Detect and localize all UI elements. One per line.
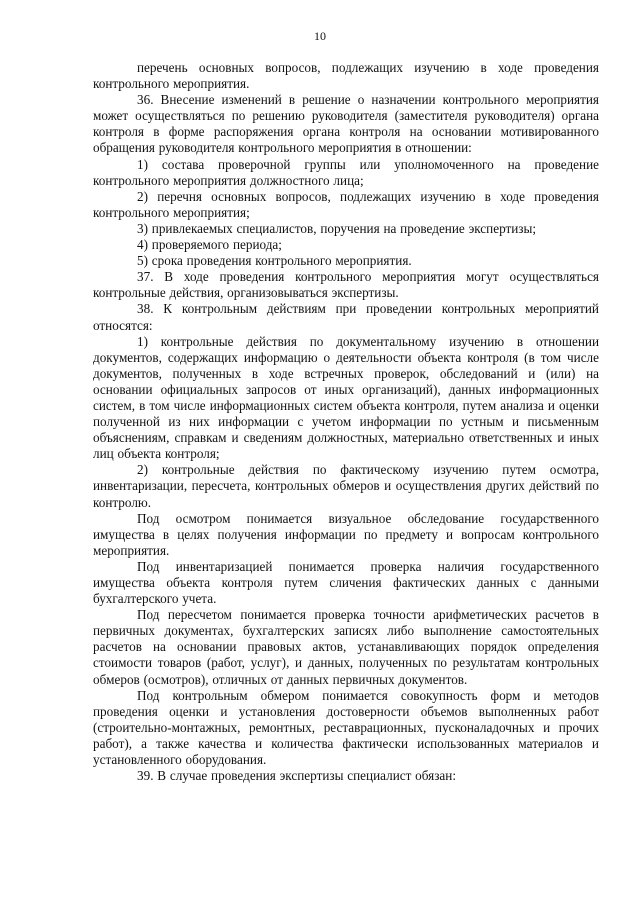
page-number: 10: [314, 29, 326, 43]
paragraph: 1) состава проверочной группы или уполномоченного на проведение контрольного мероприятия должностного лица;: [93, 156, 599, 188]
paragraph: 2) контрольные действия по фактическому изучению путем осмотра, инвентаризации, пересчета, контрольных обмеров и осуществления других действий по контролю.: [93, 462, 599, 510]
paragraph: 36. Внесение изменений в решение о назначении контрольного мероприятия может осуществляться по решению руководителя (заместителя руководителя) органа контроля в форме распоряжения органа контроля на основании мотивированного обращения руководителя контрольного мероприятия в отношении:: [93, 92, 599, 156]
paragraph: 38. К контрольным действиям при проведении контрольных мероприятий относятся:: [93, 301, 599, 333]
paragraph: 39. В случае проведения экспертизы специалист обязан:: [137, 768, 456, 784]
paragraph: Под контрольным обмером понимается совокупность форм и методов проведения оценки и установления достоверности объемов выполненных работ (строительно-монтажных, ремонтных, реставрационных, пусконаладочных и прочих работ), а также качества и количества фактически использованных материалов и установленного оборудования.: [93, 687, 599, 768]
paragraph: 4) проверяемого периода;: [137, 237, 282, 253]
paragraph: 2) перечня основных вопросов, подлежащих изучению в ходе проведения контрольного мероприятия;: [93, 188, 599, 220]
paragraph: 1) контрольные действия по документальному изучению в отношении документов, содержащих информацию о деятельности объекта контроля (в том числе документов, полученных в ходе встречных проверок, обследований и (или) на основании официальных запросов от иных организаций), данных информационных систем, в том числе информационных систем объекта контроля, путем анализа и оценки полученной из них информации с учетом информации по устным и письменным объяснениям, справкам и сведениям должностных, материально ответственных и иных лиц объекта контроля;: [93, 333, 599, 462]
paragraph: 3) привлекаемых специалистов, поручения на проведение экспертизы;: [137, 220, 537, 236]
paragraph: Под пересчетом понимается проверка точности арифметических расчетов в первичных документах, бухгалтерских записях либо выполнение самостоятельных расчетов на основании правовых актов, устанавливающих порядок определения стоимости товаров (работ, услуг), и данных, полученных по результатам контрольных обмеров (осмотров), отличных от данных первичных документов.: [93, 607, 599, 687]
paragraph: перечень основных вопросов, подлежащих изучению в ходе проведения контрольного мероприятия.: [93, 60, 599, 92]
paragraph: Под инвентаризацией понимается проверка наличия государственного имущества объекта контроля путем сличения фактических данных с данными бухгалтерского учета.: [93, 558, 599, 607]
paragraph: 37. В ходе проведения контрольного мероприятия могут осуществляться контрольные действия, организовываться экспертизы.: [93, 269, 599, 301]
paragraph: Под осмотром понимается визуальное обследование государственного имущества в целях получения информации по предмету и вопросам контрольного мероприятия.: [93, 510, 599, 558]
document-body: [93, 60, 599, 784]
paragraph: 5) срока проведения контрольного мероприятия.: [137, 253, 412, 269]
